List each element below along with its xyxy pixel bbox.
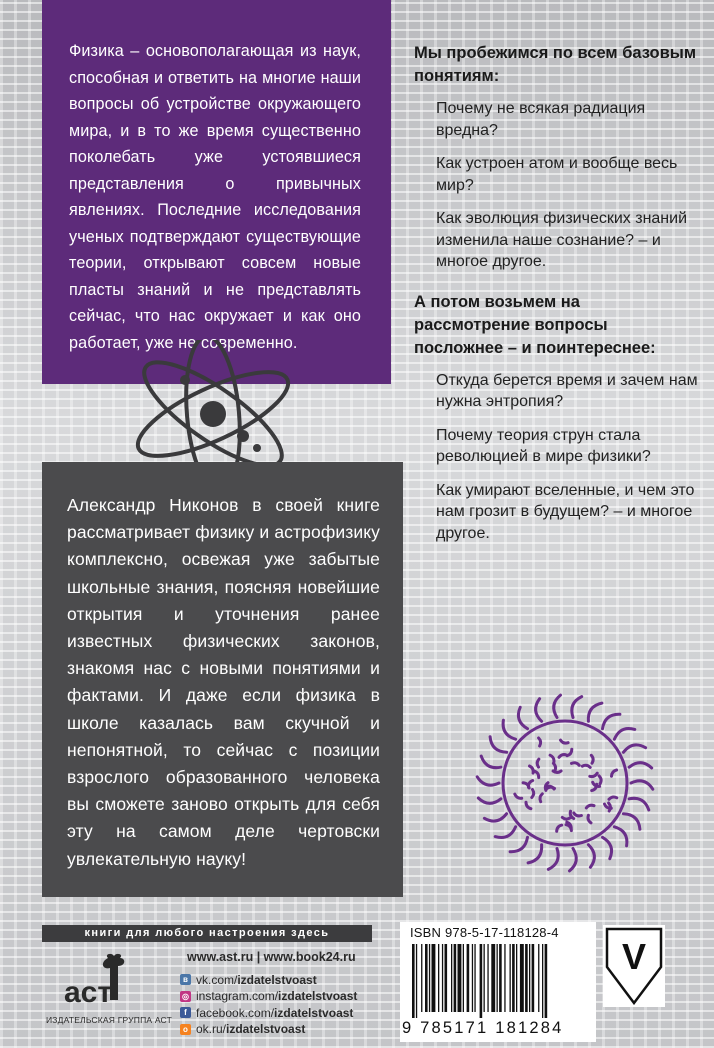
sun-ray — [623, 814, 640, 830]
sun-ray — [614, 728, 634, 739]
social-prefix: instagram.com/ — [196, 989, 279, 1003]
barcode-bar — [425, 944, 428, 1012]
social-links — [180, 972, 357, 1038]
barcode-bar — [529, 944, 530, 1012]
sun-ray — [631, 781, 653, 789]
barcode-bar — [421, 944, 422, 1012]
social-handle: izdatelstvoast — [278, 989, 358, 1003]
barcode-bar — [454, 944, 457, 1012]
author-paragraph: Александр Никонов в своей книге рассматривает физику и астрофизику комплексно, освежая уже забытые школьные знания, поясняя новейшие открытия и уточнения ранее известных физических законов, знакомя нас с новыми понятиями и фактами. И даже если физика в школе казалась вам скучной и непонятной, то сейчас с позиции взрослого образованного человека вы сможете заново открыть для себя эту на самом деле чертовски увлекательную науку! — [67, 495, 380, 869]
barcode-bar — [442, 944, 443, 1012]
sun-speck — [591, 755, 593, 763]
sun-speck — [559, 755, 567, 758]
sun-ray — [536, 699, 542, 722]
barcode-bar — [491, 944, 495, 1012]
sun-speck — [609, 797, 617, 799]
barcode-bar — [510, 944, 511, 1012]
tagline-bar: книги для любого настроения здесь — [42, 925, 372, 942]
purple-text-block — [42, 0, 391, 384]
instagram-icon: ◎ — [180, 991, 191, 1002]
barcode-bar — [467, 944, 470, 1012]
barcode-bar — [445, 944, 448, 1012]
sun-ray — [528, 845, 542, 863]
sun-ray — [554, 695, 561, 717]
social-prefix: facebook.com/ — [196, 1005, 275, 1020]
sun-ray — [603, 837, 612, 858]
social-prefix: ok.ru/ — [196, 1022, 227, 1036]
barcode-bar — [412, 944, 415, 1018]
barcode-bar — [504, 944, 505, 1012]
sun-ray — [510, 837, 527, 851]
social-link-facebook[interactable] — [180, 1005, 357, 1020]
barcode-bar — [451, 944, 452, 1012]
barcode-bar — [487, 944, 488, 1012]
sun-ray — [495, 827, 515, 838]
barcode-bar — [525, 944, 528, 1012]
question-item: Как устроен атом и вообще весь мир? — [436, 155, 678, 194]
website-links[interactable]: www.ast.ru | www.book24.ru — [187, 950, 356, 964]
barcode-bar — [432, 944, 436, 1012]
barcode-bar — [532, 944, 535, 1012]
sun-speck — [528, 781, 532, 788]
questions-heading-2: А потом возьмем на рассмотрение вопросы посложнее – и поинтереснее: — [414, 292, 656, 357]
sun-speck — [532, 790, 534, 798]
sun-ray — [484, 814, 506, 821]
sun-speck — [586, 805, 594, 808]
sun-speck — [550, 755, 554, 762]
sun-ray — [623, 745, 645, 752]
question-item: Почему теория струн стала революцией в мире физики? — [436, 426, 651, 465]
barcode-bar — [516, 944, 517, 1012]
barcode-bar — [512, 944, 515, 1012]
sun-ray — [548, 849, 558, 870]
sun-speck — [572, 763, 580, 766]
sun-ray — [570, 849, 577, 871]
barcode-bar — [538, 944, 539, 1012]
sun-ray — [603, 714, 620, 728]
barcode-bar — [499, 944, 502, 1012]
barcode-bar — [520, 944, 524, 1012]
sun-ray — [477, 777, 499, 785]
sun-ray — [588, 703, 602, 721]
sun-speck — [537, 759, 539, 767]
sun-ray — [478, 798, 501, 803]
barcode-bar — [472, 944, 473, 1012]
sun-ray — [629, 763, 652, 768]
social-handle: izdatelstvoast — [237, 972, 317, 987]
barcode — [410, 944, 586, 1018]
sun-speck — [599, 776, 601, 784]
sun-ray — [572, 697, 582, 718]
questions-column — [414, 42, 700, 556]
isbn-text: ISBN 978-5-17-118128-4 — [410, 925, 559, 940]
intro-paragraph: Физика – основополагающая из наук, способная и ответить на многие наши вопросы об устройстве окружающего мира, и в то же время существенно поколебать уже устоявшиеся представления о привычных явлениях. Последние исследования ученых подтверждают существующие теории, открывают совсем новые пласты знаний и не представлять сейчас, что нас окружает и как оно работает, уже не современно. — [69, 42, 361, 352]
question-item: Почему не всякая радиация вредна? — [436, 100, 646, 139]
social-handle: izdatelstvoast — [226, 1022, 306, 1036]
sun-speck — [515, 794, 522, 798]
questions-heading-1: Мы пробежимся по всем базовым понятиям: — [414, 44, 697, 85]
sun-speck — [609, 803, 611, 811]
sun-ray — [614, 827, 627, 846]
svg-text:аст: аст — [64, 976, 113, 1009]
barcode-bar — [484, 944, 485, 1012]
sun-speck — [561, 740, 569, 743]
social-link-instagram[interactable] — [180, 989, 357, 1004]
sun-speck — [540, 794, 542, 802]
barcode-bar — [463, 944, 464, 1012]
social-handle: izdatelstvoast — [274, 1005, 354, 1020]
sun-speck — [553, 763, 555, 771]
barcode-bar — [497, 944, 498, 1012]
vk-icon: в — [180, 974, 191, 985]
sun-speck — [582, 765, 590, 767]
sun-ray — [490, 737, 507, 753]
sun-speck — [588, 815, 591, 823]
sun-ray — [503, 720, 516, 739]
barcode-block — [400, 922, 596, 1042]
sun-speck — [530, 766, 534, 773]
sun-ray — [588, 845, 594, 868]
barcode-bar — [429, 944, 430, 1012]
question-item: Откуда берется время и зачем нам нужна энтропия? — [436, 371, 698, 410]
social-link-ok[interactable] — [180, 1022, 357, 1037]
sun-speck — [534, 771, 539, 778]
sun-ray — [629, 798, 649, 810]
publisher-label: ИЗДАТЕЛЬСКАЯ ГРУППА АСТ — [46, 1015, 172, 1025]
sun-icon — [470, 688, 660, 878]
sun-speck — [557, 825, 562, 831]
sun-ray — [481, 756, 501, 768]
sun-speck — [590, 773, 597, 776]
barcode-bar — [474, 944, 475, 1012]
sun-speck — [562, 817, 570, 819]
sun-speck — [612, 770, 617, 776]
sun-speck — [566, 825, 571, 831]
sun-ray — [518, 707, 527, 728]
sun-speck — [526, 802, 531, 808]
barcode-bar — [458, 944, 462, 1012]
dark-text-block — [42, 462, 403, 897]
question-item: Как умирают вселенные, и чем это нам грозит в будущем? – и многое другое. — [436, 481, 695, 542]
barcode-bar — [545, 944, 548, 1018]
odnoklassniki-icon: о — [180, 1024, 191, 1035]
barcode-bar — [416, 944, 417, 1018]
ast-logo — [60, 950, 150, 1012]
sun-speck — [574, 813, 582, 816]
svg-text:V: V — [621, 936, 647, 977]
barcode-bar — [438, 944, 439, 1012]
v-shield-icon — [605, 927, 663, 1005]
barcode-digits: 9 785171 181284 — [402, 1019, 564, 1037]
social-link-vk[interactable] — [180, 972, 357, 987]
age-rating-mark — [603, 925, 665, 1007]
barcode-bar — [542, 944, 543, 1018]
social-prefix: vk.com/ — [196, 972, 238, 987]
facebook-icon: f — [180, 1007, 191, 1018]
barcode-bar — [480, 944, 483, 1018]
sun-speck — [539, 738, 541, 746]
sun-speck — [547, 787, 555, 789]
question-item: Как эволюция физических знаний изменила наше сознание? – и многое другое. — [436, 210, 688, 270]
